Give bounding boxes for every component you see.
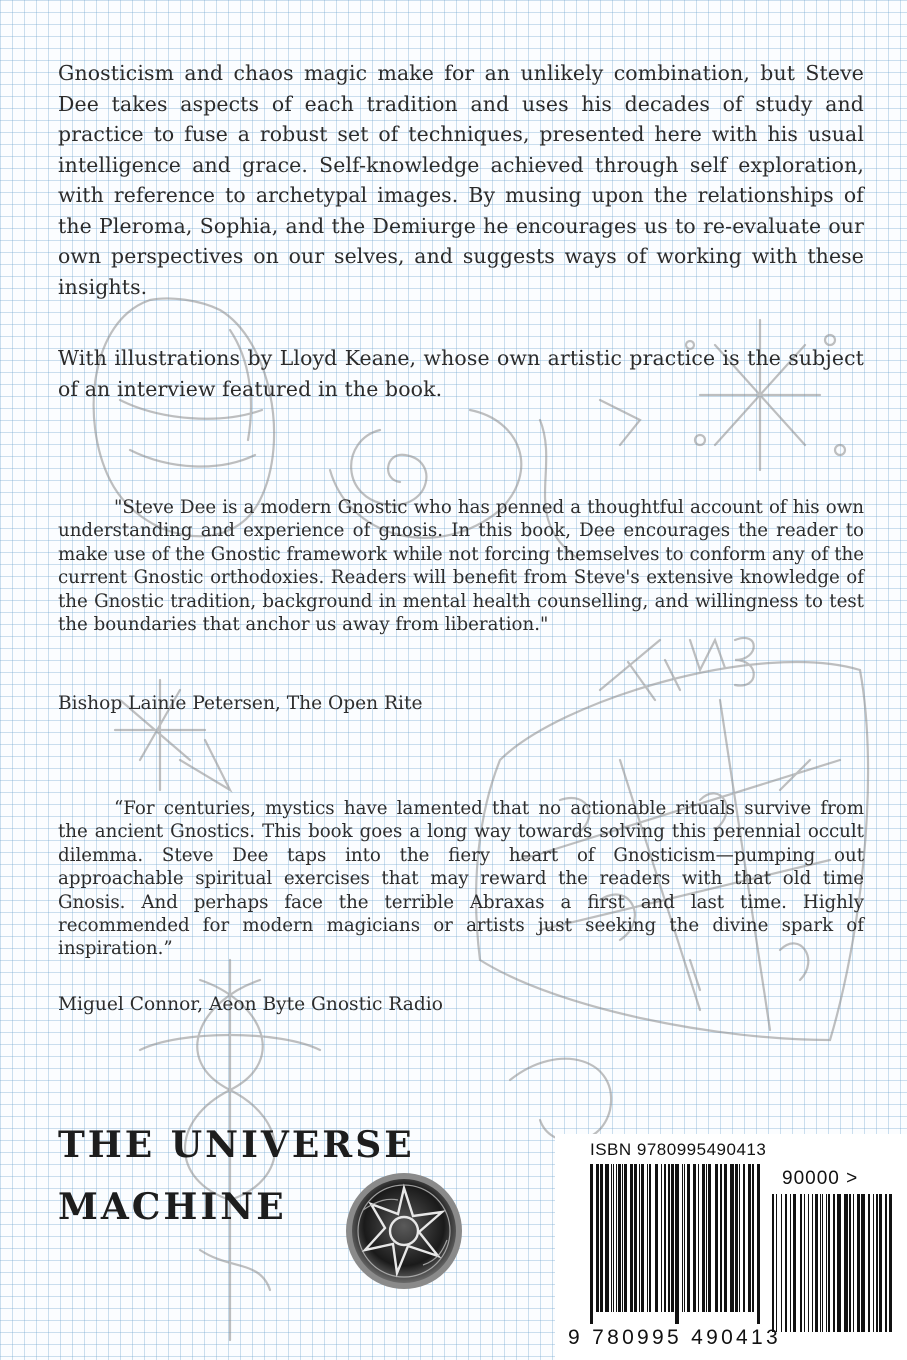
barcode-bar <box>885 1194 887 1332</box>
barcode-bar <box>837 1194 841 1332</box>
barcode-bar <box>611 1164 612 1312</box>
barcode-bar <box>828 1194 830 1332</box>
barcode-bar <box>793 1194 796 1332</box>
barcode-bar <box>616 1164 617 1312</box>
barcode-digits: 9 780995 490413 <box>568 1326 781 1349</box>
barcode-bar <box>879 1194 882 1332</box>
barcode-bar <box>668 1164 670 1312</box>
barcode-bar <box>624 1164 627 1312</box>
barcode-bar <box>613 1164 614 1312</box>
barcode-bar <box>600 1164 603 1312</box>
barcode-bar <box>698 1164 699 1312</box>
barcode-bar <box>693 1164 696 1312</box>
barcode-bar <box>844 1194 848 1332</box>
illustrations-note: With illustrations by Lloyd Keane, whose own artistic practice is the subject of an interview featured in the book. <box>58 346 864 401</box>
barcode-bar <box>849 1194 851 1332</box>
barcode-bar <box>641 1164 644 1312</box>
barcode-bar <box>664 1164 666 1312</box>
barcode-bar <box>684 1164 685 1312</box>
barcode-bar <box>675 1164 679 1324</box>
barcode-bar <box>622 1164 623 1312</box>
barcode-bar <box>812 1194 813 1332</box>
barcode-bar <box>739 1164 740 1312</box>
price-addon-label: 90000 > <box>782 1168 859 1189</box>
barcode-bar <box>873 1194 874 1332</box>
barcode-bar <box>687 1164 690 1312</box>
barcode-bar <box>634 1164 637 1312</box>
barcode-bar <box>752 1164 754 1312</box>
endorsement-attribution: Bishop Lainie Petersen, The Open Rite <box>58 693 423 714</box>
endorsement-quote: “For centuries, mystics have lamented that no actionable rituals survive from the ancient Gnostics. This book goes a long way towards solving this perennial occult dilemma. Steve Dee taps into the fiery heart of Gnosticism—pumping out approachable spiritual exercises that may reward the readers with that old time Gnosis. And perhaps face the terrible Abraxas a first and last time. Highly recommended for modern magicians or artists just seeking the divine spark of inspiration.” <box>58 798 864 960</box>
barcode-bar <box>649 1164 651 1312</box>
barcode-bar <box>743 1164 745 1312</box>
barcode-bar <box>715 1164 718 1312</box>
price-addon-barcode-icon <box>772 1194 892 1344</box>
barcode-bar <box>702 1164 705 1312</box>
barcode-bar <box>655 1164 658 1312</box>
barcode-bar <box>790 1194 791 1332</box>
barcode-bar <box>876 1194 878 1332</box>
barcode-bar <box>757 1164 760 1324</box>
endorsement-quote: "Steve Dee is a modern Gnostic who has penned a thoughtful account of his own understanding and experience of gnosis. In this book, Dee encourages the reader to make use of the Gnostic framework while not forcing themselves to conform any of the current Gnostic orthodoxies. Readers will benefit from Steve's extensive knowledge of the Gnostic tradition, background in mental health counselling, and willingness to test the boundaries that anchor us away from liberation." <box>58 497 864 636</box>
barcode-bar <box>889 1194 892 1332</box>
barcode-bar <box>661 1164 662 1312</box>
endorsement-attribution: Miguel Connor, Aeon Byte Gnostic Radio <box>58 994 443 1015</box>
barcode-bar <box>815 1194 818 1332</box>
star-sigil-emblem-icon <box>343 1170 465 1292</box>
barcode-bar <box>781 1194 782 1332</box>
barcode-bar <box>861 1194 865 1332</box>
ean13-barcode-icon <box>590 1164 760 1324</box>
barcode-bar <box>724 1164 727 1312</box>
barcode-bar <box>822 1194 823 1332</box>
barcode-bar <box>800 1194 802 1332</box>
barcode-bar <box>820 1194 821 1332</box>
barcode-bar <box>596 1164 599 1312</box>
barcode-bar <box>776 1194 777 1332</box>
barcode-bar <box>748 1164 751 1312</box>
barcode-bar <box>868 1194 870 1332</box>
barcode-bar <box>730 1164 734 1312</box>
barcode-bar <box>590 1164 593 1324</box>
publisher-name-line-2: MACHINE <box>58 1186 287 1228</box>
barcode-bar <box>671 1164 674 1312</box>
barcode-bar <box>630 1164 633 1312</box>
barcode-bar <box>808 1194 809 1332</box>
book-description: Gnosticism and chaos magic make for an unlikely combination, but Steve Dee takes aspects of each tradition and uses his decades of study and practice to fuse a robust set of techniques, presented here with his usual intelligence and grace. Self-knowledge achieved through self exploration, with reference to archetypal images. By musing upon the relationships of the Pleroma, Sophia, and the Demiurge he encourages us to re-evaluate our own perspectives on our selves, and suggests ways of working with these insights. <box>58 61 864 299</box>
barcode-bar <box>720 1164 722 1312</box>
barcode-bar <box>772 1194 774 1332</box>
barcode-bar <box>706 1164 707 1312</box>
barcode-bar <box>708 1164 711 1312</box>
barcode-bar <box>605 1164 609 1312</box>
barcode-bar <box>785 1194 787 1332</box>
barcode-bar <box>804 1194 805 1332</box>
barcode-bar <box>735 1164 738 1312</box>
barcode-bar <box>833 1194 835 1332</box>
barcode-bar <box>647 1164 648 1312</box>
barcode-bar <box>826 1194 827 1332</box>
barcode-bar <box>618 1164 621 1312</box>
barcode-bar <box>682 1164 683 1312</box>
publisher-name-line-1: THE UNIVERSE <box>58 1124 415 1166</box>
barcode-bar <box>853 1194 854 1332</box>
barcode-bar <box>639 1164 640 1312</box>
barcode-bar <box>857 1194 860 1332</box>
isbn-label: ISBN 9780995490413 <box>590 1140 767 1159</box>
